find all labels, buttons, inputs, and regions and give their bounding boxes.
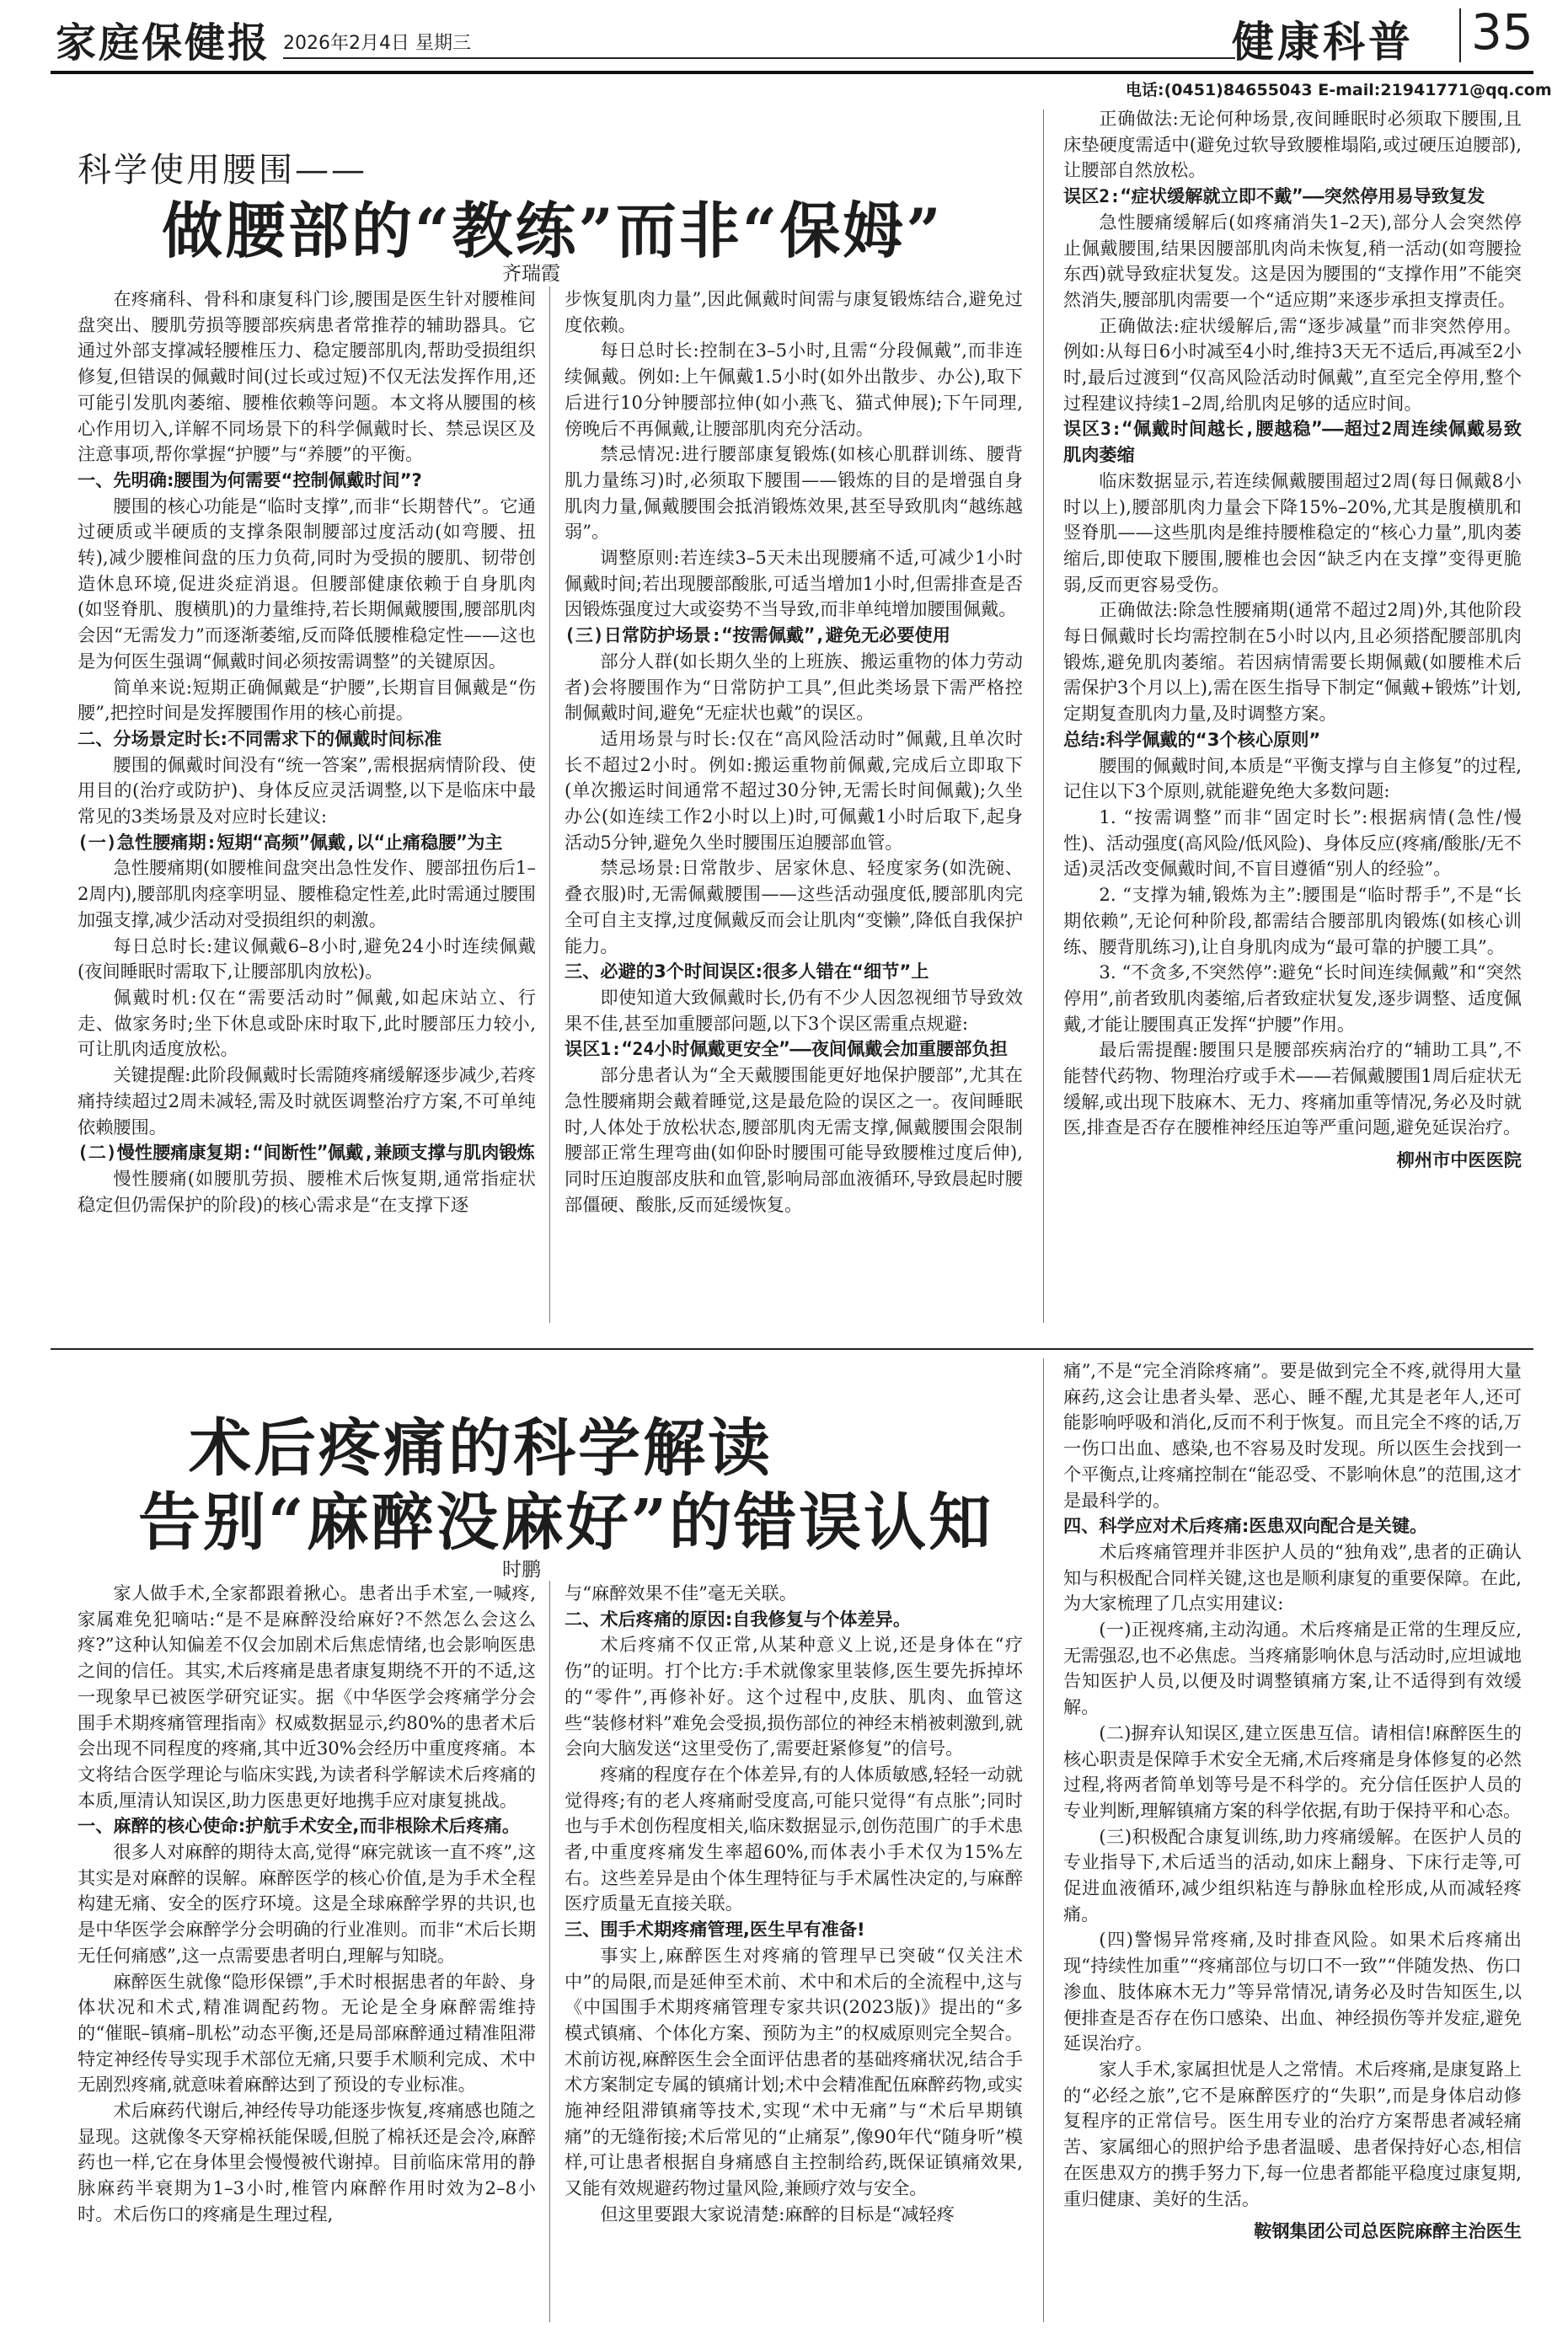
author-affiliation: 柳州市中医医院 xyxy=(1396,1149,1522,1171)
masthead-rule xyxy=(51,71,1533,74)
section-heading: 总结:科学佩戴的“3个核心原则” xyxy=(1063,728,1321,750)
paragraph: 正确做法:无论何种场景,夜间睡眠时必须取下腰围,且床垫硬度需适中(避免过软导致腰椎塌陷,或过硬压迫腰部),让腰部自然放松。 xyxy=(1063,108,1522,181)
subsection-heading: 误区1:“24小时佩戴更安全”——夜间佩戴会加重腰部负担 xyxy=(565,1038,1008,1060)
paragraph: 术后疼痛不仅正常,从某种意义上说,还是身体在“疗伤”的证明。打个比方:手术就像家里装修,医生要先拆掉坏的“零件”,再修补好。这个过程中,皮肤、肌肉、血管这些“装修材料”难免会受损,损伤部位的神经末梢被刺激到,就会向大脑发送“这里受伤了,需要赶紧修复”的信号。 xyxy=(565,1634,1023,1759)
subsection-heading: 误区3:“佩戴时间越长,腰越稳”——超过2周连续佩戴易致肌肉萎缩 xyxy=(1063,418,1522,466)
paragraph: 部分人群(如长期久坐的上班族、搬运重物的体力劳动者)会将腰围作为“日常防护工具”,但此类场景下需严格控制佩戴时间,避免“无症状也戴”的误区。 xyxy=(565,650,1023,724)
paragraph: 腰围的佩戴时间没有“统一答案”,需根据病情阶段、使用目的(治疗或防护)、身体反应灵活调整,以下是临床中最常见的3类场景及对应时长建议: xyxy=(78,753,536,827)
section-heading: 四、科学应对术后疼痛:医患双向配合是关键。 xyxy=(1063,1515,1428,1537)
paragraph: 禁忌场景:日常散步、居家休息、轻度家务(如洗碗、叠衣服)时,无需佩戴腰围——这些活动强度低,腰部肌肉完全可自主支撑,过度佩戴反而会让肌肉“变懒”,降低自我保护能力。 xyxy=(565,857,1023,956)
paragraph: 每日总时长:建议佩戴6–8小时,避免24小时连续佩戴(夜间睡眠时需取下,让腰部肌肉放松)。 xyxy=(78,934,536,982)
paragraph: 2. “支撑为辅,锻炼为主”:腰围是“临时帮手”,不是“长期依赖”,无论何种阶段,都需结合腰部肌肉锻炼(如核心训练、腰背肌练习),让自身肌肉成为“最可靠的护腰工具”。 xyxy=(1063,884,1522,957)
paragraph: 术后疼痛管理并非医护人员的“独角戏”,患者的正确认知与积极配合同样关键,这也是顺利康复的重要保障。在此,为大家梳理了几点实用建议: xyxy=(1063,1540,1522,1614)
paragraph: (二)摒弃认知误区,建立医患互信。请相信!麻醉医生的核心职责是保障手术安全无痛,术后疼痛是身体修复的必然过程,将两者简单划等号是不科学的。充分信任医护人员的专业判断,理解镇痛方案的科学依据,有助于保持平和心态。 xyxy=(1063,1721,1522,1821)
author-affiliation: 鞍钢集团公司总医院麻醉主治医生 xyxy=(1254,2220,1522,2242)
paragraph: 即使知道大致佩戴时长,仍有不少人因忽视细节导致效果不佳,甚至加重腰部问题,以下3个误区需重点规避: xyxy=(565,986,1023,1034)
article1-col1 xyxy=(78,286,536,1340)
subsection-heading: (三)日常防护场景:“按需佩戴”,避免无必要使用 xyxy=(565,624,950,646)
section-name: 健康科普 xyxy=(1232,17,1414,67)
masthead xyxy=(0,0,1568,71)
paragraph: 慢性腰痛(如腰肌劳损、腰椎术后恢复期,通常指症状稳定但仍需保护的阶段)的核心需求是“在支撑下逐 xyxy=(78,1167,536,1215)
paragraph: 腰围的核心功能是“临时支撑”,而非“长期替代”。它通过硬质或半硬质的支撑条限制腰部过度活动(如弯腰、扭转),减少腰椎间盘的压力负荷,同时为受损的腰肌、韧带创造休息环境,促进炎症消退。但腰部健康依赖于自身肌肉(如竖脊肌、腹横肌)的力量维持,若长期佩戴腰围,腰部肌肉会因“无需发力”而逐渐萎缩,反而降低腰椎稳定性——这也是为何医生强调“佩戴时间必须按需调整”的关键原因。 xyxy=(78,495,536,672)
column-rule xyxy=(549,1581,550,2322)
dateline-rule xyxy=(283,57,1235,59)
issue-date: 2026年2月4日 星期三 xyxy=(283,33,471,54)
article1-kicker: 科学使用腰围—— xyxy=(78,151,367,190)
column-rule xyxy=(549,286,550,1323)
paragraph: 在疼痛科、骨科和康复科门诊,腰围是医生针对腰椎间盘突出、腰肌劳损等腰部疾病患者常推荐的辅助器具。它通过外部支撑减轻腰椎压力、稳定腰部肌肉,帮助受损组织修复,但错误的佩戴时间(过长或过短)不仅无法发挥作用,还可能引发肌肉萎缩、腰椎依赖等问题。本文将从腰围的核心作用切入,详解不同场景下的科学佩戴时长、禁忌误区及注意事项,帮你掌握“护腰”与“养腰”的平衡。 xyxy=(78,288,536,465)
paragraph: 每日总时长:控制在3–5小时,且需“分段佩戴”,而非连续佩戴。例如:上午佩戴1.5小时(如外出散步、办公),取下后进行10分钟腰部拉伸(如小燕飞、猫式伸展);下午同理,傍晚后不再佩戴,让腰部肌肉充分活动。 xyxy=(565,340,1023,439)
article2-author: 时鹏 xyxy=(502,1559,541,1581)
paragraph: 事实上,麻醉医生对疼痛的管理早已突破“仅关注术中”的局限,而是延伸至术前、术中和术后的全流程中,这与《中国围手术期疼痛管理专家共识(2023版)》提出的“多模式镇痛、个体化方案、预防为主”的权威原则完全契合。术前访视,麻醉医生会全面评估患者的基础疼痛状况,结合手术方案制定专属的镇痛计划;术中会精准配伍麻醉药物,或实施神经阻滞镇痛等技术,实现“术中无痛”与“术后早期镇痛”的无缝衔接;术后常见的“止痛泵”,像90年代“随身听”模样,可让患者根据自身痛感自主控制给药,既保证镇痛效果,又能有效规避药物过量风险,兼顾疗效与安全。 xyxy=(565,1944,1023,2199)
article1-author: 齐瑞霞 xyxy=(502,263,560,285)
column-rule xyxy=(1043,1358,1044,2322)
paragraph: 1. “按需调整”而非“固定时长”:根据病情(急性/慢性)、活动强度(高风险/低风险)、身体反应(疼痛/酸胀/无不适)灵活改变佩戴时间,不盲目遵循“别人的经验”。 xyxy=(1063,806,1522,880)
paragraph: 急性腰痛期(如腰椎间盘突出急性发作、腰部扭伤后1–2周内),腰部肌肉痉挛明显、腰椎稳定性差,此时需通过腰围加强支撑,减少活动对受损组织的刺激。 xyxy=(78,857,536,930)
paragraph: (四)警惕异常疼痛,及时排查风险。如果术后疼痛出现“持续性加重”“疼痛部位与切口不一致”“伴随发热、伤口渗血、肢体麻木无力”等异常情况,请务必及时告知医生,以便排查是否存在伤口感染、出血、神经损伤等并发症,避免延误治疗。 xyxy=(1063,1929,1522,2054)
article2-col2 xyxy=(565,1581,1023,2331)
contact-info: 电话:(0451)84655043 E-mail:21941771@qq.com xyxy=(1126,81,1552,99)
paragraph: 3. “不贪多,不突然停”:避免“长时间连续佩戴”和“突然停用”,前者致肌肉萎缩,后者致症状复发,逐步调整、适度佩戴,才能让腰围真正发挥“护腰”作用。 xyxy=(1063,961,1522,1035)
paragraph: 临床数据显示,若连续佩戴腰围超过2周(每日佩戴8小时以上),腰部肌肉力量会下降15%–20%,尤其是腹横肌和竖脊肌——这些肌肉是维持腰椎稳定的“核心力量”,肌肉萎缩后,即使取下腰围,腰椎也会因“缺乏内在支撑”变得更脆弱,反而更容易受伤。 xyxy=(1063,469,1522,595)
subsection-heading: 误区2:“症状缓解就立即不戴”——突然停用易导致复发 xyxy=(1063,185,1485,207)
page-number: 35 xyxy=(1471,3,1533,61)
subsection-heading: (一)急性腰痛期:短期“高频”佩戴,以“止痛稳腰”为主 xyxy=(78,831,503,853)
paragraph: 正确做法:除急性腰痛期(通常不超过2周)外,其他阶段每日佩戴时长均需控制在5小时以内,且必须搭配腰部肌肉锻炼,避免肌肉萎缩。若因病情需要长期佩戴(如腰椎术后需保护3个月以上),需在医生指导下制定“佩戴+锻炼”计划,定期复查肌肉力量,及时调整方案。 xyxy=(1063,599,1522,725)
paragraph: 家人手术,家属担忧是人之常情。术后疼痛,是康复路上的“必经之旅”,它不是麻醉医疗的“失职”,而是身体启动修复程序的正常信号。医生用专业的治疗方案帮患者减轻痛苦、家属细心的照护给予患者温暖、患者保持好心态,相信在医患双方的携手努力下,每一位患者都能平稳度过康复期,重归健康、美好的生活。 xyxy=(1063,2058,1522,2209)
paragraph-continued: 痛”,不是“完全消除疼痛”。要是做到完全不疼,就得用大量麻药,这会让患者头晕、恶心、睡不醒,尤其是老年人,还可能影响呼吸和消化,反而不利于恢复。而且完全不疼的话,万一伤口出血、感染,也不容易及时发现。所以医生会找到一个平衡点,让疼痛控制在“能忍受、不影响休息”的范围,这才是最科学的。 xyxy=(1063,1360,1522,1511)
paragraph: 禁忌情况:进行腰部康复锻炼(如核心肌群训练、腰背肌力量练习)时,必须取下腰围——锻炼的目的是增强自身肌肉力量,佩戴腰围会抵消锻炼效果,甚至导致肌肉“越练越弱”。 xyxy=(565,443,1023,543)
paragraph-continued: 与“麻醉效果不佳”毫无关联。 xyxy=(565,1582,797,1603)
paragraph: 适用场景与时长:仅在“高风险活动时”佩戴,且单次时长不超过2小时。例如:搬运重物前佩戴,完成后立即取下(单次搬运时间通常不超过30分钟,无需长时间佩戴);久坐办公(如连续工作2小时以上)时,可佩戴1小时后取下,起身活动5分钟,避免久坐时腰围压迫腰部血管。 xyxy=(565,727,1023,853)
paragraph: 疼痛的程度存在个体差异,有的人体质敏感,轻轻一动就觉得疼;有的老人疼痛耐受度高,可能只觉得“有点胀”;同时也与手术创伤程度相关,临床数据显示,创伤范围广的手术患者,中重度疼痛发生率超60%,而体表小手术仅为15%左右。这些差异是由个体生理特征与手术属性决定的,与麻醉医疗质量无直接关联。 xyxy=(565,1763,1023,1914)
paragraph: 术后麻药代谢后,神经传导功能逐步恢复,疼痛感也随之显现。这就像冬天穿棉袄能保暖,但脱了棉袄还是会冷,麻醉药也一样,它在身体里会慢慢被代谢掉。目前临床常用的静脉麻药半衰期为1–3小时,椎管内麻醉作用时效为2–8小时。术后伤口的疼痛是生理过程, xyxy=(78,2100,536,2225)
column-rule xyxy=(1043,110,1044,1323)
paragraph: 麻醉医生就像“隐形保镖”,手术时根据患者的年龄、身体状况和术式,精准调配药物。无论是全身麻醉需维持的“催眠–镇痛–肌松”动态平衡,还是局部麻醉通过精准阻滞特定神经传导实现手术部位无痛,只要手术顺利完成、术中无剧烈疼痛,就意味着麻醉达到了预设的专业标准。 xyxy=(78,1970,536,2096)
paragraph: 家人做手术,全家都跟着揪心。患者出手术室,一喊疼,家属难免犯嘀咕:“是不是麻醉没给麻好?不然怎么会这么疼?”这种认知偏差不仅会加剧术后焦虑情绪,也会影响医患之间的信任。其实,术后疼痛是患者康复期绕不开的不适,这一现象早已被医学研究证实。据《中华医学会疼痛学分会围手术期疼痛管理指南》权威数据显示,约80%的患者术后会出现不同程度的疼痛,其中近30%会经历中重度疼痛。本文将结合医学理论与临床实践,为读者科学解读术后疼痛的本质,厘清认知误区,助力医患更好地携手应对康复挑战。 xyxy=(78,1582,536,1811)
paragraph: 佩戴时机:仅在“需要活动时”佩戴,如起床站立、行走、做家务时;坐下休息或卧床时取下,此时腰部压力较小,可让肌肉适度放松。 xyxy=(78,986,536,1060)
section-heading: 二、分场景定时长:不同需求下的佩戴时间标准 xyxy=(78,727,442,749)
section-heading: 二、术后疼痛的原因:自我修复与个体差异。 xyxy=(565,1608,912,1630)
article2-title-line2: 告别“麻醉没麻好”的错误认知 xyxy=(138,1486,994,1559)
paragraph: 但这里要跟大家说清楚:麻醉的目标是“减轻疼 xyxy=(600,2203,955,2225)
section-heading: 一、麻醉的核心使命:护航手术安全,而非根除术后疼痛。 xyxy=(78,1815,521,1837)
paragraph: (一)正视疼痛,主动沟通。术后疼痛是正常的生理反应,无需强忍,也不必焦虑。当疼痛影响休息与活动时,应坦诚地告知医护人员,以便及时调整镇痛方案,让不适得到有效缓解。 xyxy=(1063,1619,1522,1718)
paragraph: 急性腰痛缓解后(如疼痛消失1–2天),部分人会突然停止佩戴腰围,结果因腰部肌肉尚未恢复,稍一活动(如弯腰捡东西)就导致症状复发。这是因为腰围的“支撑作用”不能突然消失,腰部肌肉需要一个“适应期”来逐步承担支撑责任。 xyxy=(1063,211,1522,310)
paragraph: 腰围的佩戴时间,本质是“平衡支撑与自主修复”的过程,记住以下3个原则,就能避免绝大多数问题: xyxy=(1063,754,1522,802)
article2-col3 xyxy=(1063,1358,1522,2331)
article1-title: 做腰部的“教练”而非“保姆” xyxy=(162,195,944,266)
paragraph: 正确做法:症状缓解后,需“逐步减量”而非突然停用。例如:从每日6小时减至4小时,维持3天无不适后,再减至2小时,最后过渡到“仅高风险活动时佩戴”,直至完全停用,整个过程建议持续1–2周,给肌肉足够的适应时间。 xyxy=(1063,314,1522,414)
section-divider xyxy=(1459,8,1461,62)
paper-name: 家庭保健报 xyxy=(56,19,271,67)
section-heading: 一、先明确:腰围为何需要“控制佩戴时间”? xyxy=(78,468,422,490)
subsection-heading: (二)慢性腰痛康复期:“间断性”佩戴,兼顾支撑与肌肉锻炼 xyxy=(78,1142,535,1164)
article2-title-line1: 术后疼痛的科学解读 xyxy=(189,1412,773,1485)
section-heading: 三、必避的3个时间误区:很多人错在“细节”上 xyxy=(565,961,929,982)
paragraph: 部分患者认为“全天戴腰围能更好地保护腰部”,尤其在急性腰痛期会戴着睡觉,这是最危险的误区之一。夜间睡眠时,人体处于放松状态,腰部肌肉无需支撑,佩戴腰围会限制腰部正常生理弯曲(如仰卧时腰围可能导致腰椎过度后伸),同时压迫腹部皮肤和血管,影响局部血液循环,导致晨起时腰部僵硬、酸胀,反而延缓恢复。 xyxy=(565,1064,1023,1215)
article1-col3 xyxy=(1063,106,1522,1340)
paragraph: 很多人对麻醉的期待太高,觉得“麻完就该一直不疼”,这其实是对麻醉的误解。麻醉医学的核心价值,是为手术全程构建无痛、安全的医疗环境。这是全球麻醉学界的共识,也是中华医学会麻醉学分会明确的行业准则。而非“术后长期无任何痛感”,这一点需要患者明白,理解与知晓。 xyxy=(78,1841,536,1966)
article1-col2 xyxy=(565,286,1023,1340)
paragraph: 调整原则:若连续3–5天未出现腰痛不适,可减少1小时佩戴时间;若出现腰部酸胀,可适当增加1小时,但需排查是否因锻炼强度过大或姿势不当导致,而非单纯增加腰围佩戴。 xyxy=(565,547,1023,620)
paragraph: 关键提醒:此阶段佩戴时长需随疼痛缓解逐步减少,若疼痛持续超过2周未减轻,需及时就医调整治疗方案,不可单纯依赖腰围。 xyxy=(78,1064,536,1138)
section-rule xyxy=(51,1348,1533,1350)
article2-col1 xyxy=(78,1581,536,2331)
paragraph: 最后需提醒:腰围只是腰部疾病治疗的“辅助工具”,不能替代药物、物理治疗或手术——若佩戴腰围1周后症状无缓解,或出现下肢麻木、无力、疼痛加重等情况,务必及时就医,排查是否存在腰椎神经压迫等严重问题,避免延误治疗。 xyxy=(1063,1039,1522,1138)
paragraph: (三)积极配合康复训练,助力疼痛缓解。在医护人员的专业指导下,术后适当的活动,如床上翻身、下床行走等,可促进血液循环,减少组织粘连与静脉血栓形成,从而减轻疼痛。 xyxy=(1063,1825,1522,1925)
paragraph: 简单来说:短期正确佩戴是“护腰”,长期盲目佩戴是“伤腰”,把控时间是发挥腰围作用的核心前提。 xyxy=(78,676,536,724)
section-heading: 三、围手术期疼痛管理,医生早有准备! xyxy=(565,1919,865,1941)
paragraph-continued: 步恢复肌肉力量”,因此佩戴时间需与康复锻炼结合,避免过度依赖。 xyxy=(565,288,1023,335)
